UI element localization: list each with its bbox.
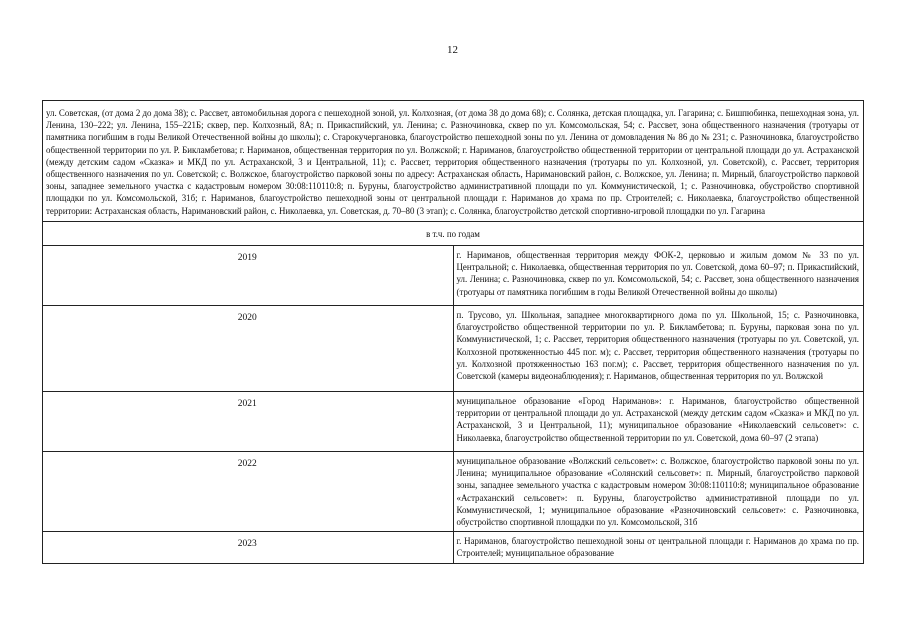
description-cell: п. Трусово, ул. Школьная, западнее многоквартирного дома по ул. Школьной, 15; с. Разночиновка, благоустройство общественной территории по ул. Р. Бикламбетова; п. Буруны, парковая зона по ул. Коммунистической, 1; с. Рассвет, территория общественного назначения (тротуары по ул. Советской, ул. Колхозной протяженностью 445 пог. м); с. Рассвет, территория общественного назначения (тротуары по ул. Колхозной протяженностью 163 пог.м); с. Рассвет, территория общественного назначения по ул. Советской (камеры видеонаблюдения); г. Нариманов, общественная территория по ул. Волжской xyxy=(453,306,864,392)
table-row xyxy=(43,246,864,306)
table-row-subheading xyxy=(43,221,864,245)
subheading-cell: в т.ч. по годам xyxy=(43,221,864,245)
table-row-intro xyxy=(43,101,864,222)
table-row xyxy=(43,306,864,392)
table-row xyxy=(43,452,864,532)
table-row xyxy=(43,532,864,563)
description-cell: муниципальное образование «Город Нариманов»: г. Нариманов, благоустройство общественной территории от центральной площади до ул. Астраханской (между детским садом «Сказка» и МКД по ул. Астраханской, 3 и Центральной, 11); муниципальное образование «Николаевский сельсовет»: с. Николаевка, благоустройство общественной территории по ул. Советской, дома 60–97 (2 этапа) xyxy=(453,392,864,452)
description-cell: муниципальное образование «Волжский сельсовет»: с. Волжское, благоустройство парковой зоны по ул. Ленина; муниципальное образование «Солянский сельсовет»: п. Мирный, благоустройство парковой зоны, западнее земельного участка с кадастровым номером 30:08:110110:8; муниципальное образование «Астраханский сельсовет»: п. Буруны, благоустройство административной площади по ул. Коммунистической, 1; муниципальное образование «Разночиновский сельсовет»: с. Разночиновка, обустройство спортивной площадки по ул. Комсомольской, 31б xyxy=(453,452,864,532)
page-number: 12 xyxy=(447,44,458,56)
year-cell: 2019 xyxy=(43,246,454,306)
year-cell: 2023 xyxy=(43,532,454,563)
program-table xyxy=(42,100,864,564)
table-row xyxy=(43,392,864,452)
year-cell: 2020 xyxy=(43,306,454,392)
description-cell: г. Нариманов, общественная территория между ФОК-2, церковью и жилым домом № 33 по ул. Центральной; с. Николаевка, общественная территория по ул. Советской, дома 60–97; п. Прикаспийский, ул. Ленина; с. Разночиновка, сквер по ул. Комсомольской, 54; с. Рассвет, зона общественного назначения (тротуары от памятника погибшим в годы Великой Отечественной войны до школы) xyxy=(453,246,864,306)
year-cell: 2021 xyxy=(43,392,454,452)
year-cell: 2022 xyxy=(43,452,454,532)
intro-cell: ул. Советская, (от дома 2 до дома 38); с. Рассвет, автомобильная дорога с пешеходной зоной, ул. Колхозная, (от дома 38 до дома 68); с. Солянка, детская площадка, ул. Гагарина; с. Бишпюбинка, пешеходная зона, ул. Ленина, 130–222; ул. Ленина, 155–221Б; сквер, пер. Колхозный, 8А; п. Прикаспийский, ул. Ленина; с. Разночиновка, сквер по ул. Комсомольская, 54; с. Рассвет, зона общественного назначения (тротуары от памятника погибшим в годы Великой Отечественной войны до школы); с. Старокучергановка, благоустройство пешеходной зоны по ул. Ленина от домовладения № 86 до № 231; с. Разночиновка, благоустройство общественной территории по ул. Р. Бикламбетова; г. Нариманов, общественная территория по ул. Волжской; г. Нариманов, благоустройство общественной территории от центральной площади до ул. Астраханской (между детским садом «Сказка» и МКД по ул. Астраханской, 3 и Центральной, 11); с. Рассвет, территория общественного назначения (тротуары по ул. Колхозной, ул. Советской), с. Рассвет, территория общественного назначения по ул. Советской; с. Волжское, благоустройство парковой зоны по адресу: Астраханская область, Наримановский район, с. Волжское, ул. Ленина; п. Мирный, благоустройство парковой зоны, западнее земельного участка с кадастровым номером 30:08:110110:8; п. Буруны, благоустройство административной площади по ул. Коммунистической, 1; с. Разночиновка, обустройство спортивной площадки по ул. Комсомольской, 31б; г. Нариманов, благоустройство пешеходной зоны от центральной площади г. Нариманов до храма по пр. Строителей; с. Николаевка, благоустройство общественной территории: Астраханская область, Наримановский район, с. Николаевка, ул. Советская, д. 70–80 (3 этап); с. Солянка, благоустройство детской спортивно-игровой площадки по ул. Гагарина xyxy=(43,101,864,222)
description-cell: г. Нариманов, благоустройство пешеходной зоны от центральной площади г. Нариманов до храма по пр. Строителей; муниципальное образование xyxy=(453,532,864,563)
